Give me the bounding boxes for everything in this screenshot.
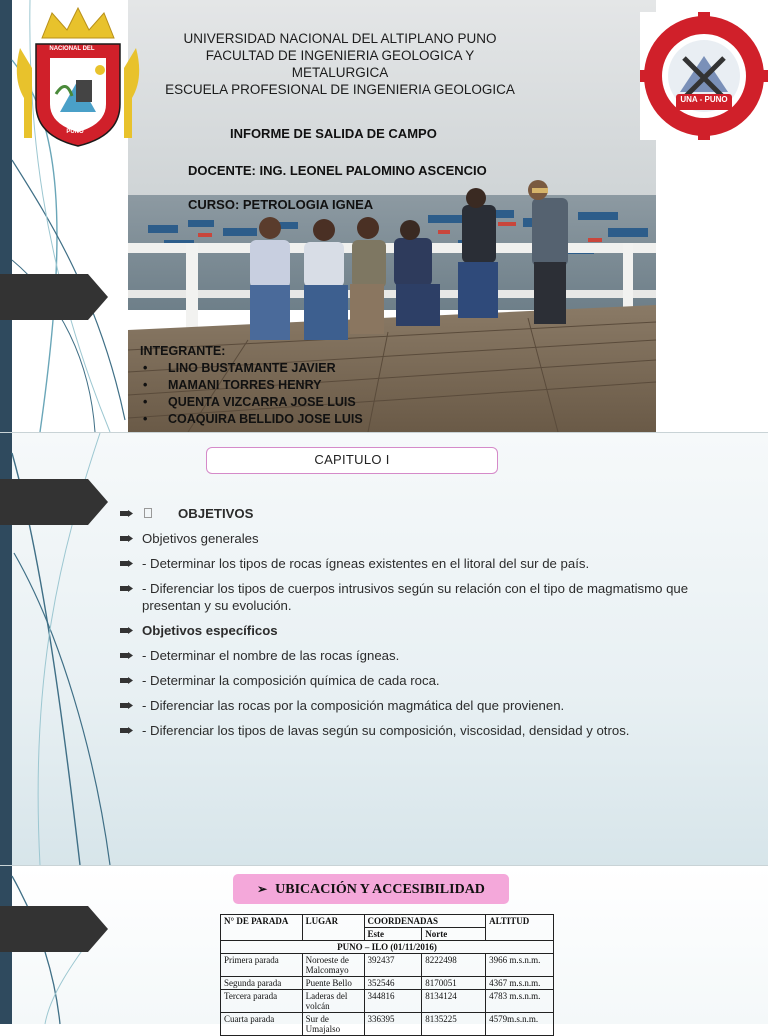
list-item: - Determinar el nombre de las rocas ígneas. <box>120 647 730 664</box>
arrow-bullet-icon <box>120 727 133 734</box>
arrow-bullet-icon <box>120 560 133 567</box>
slide-arrow-tab <box>0 274 108 320</box>
course-name: CURSO: PETROLOGIA IGNEA <box>188 197 374 212</box>
route-label: PUNO – ILO (01/11/2016) <box>221 941 554 954</box>
table-row: Segunda parada Puente Bello 352546 8170051 4367 m.s.n.m. <box>221 977 554 990</box>
table-header: ALTITUD <box>486 915 554 941</box>
table-header: Norte <box>422 928 486 941</box>
slide-arrow-tab <box>0 479 108 525</box>
objectives-heading: OBJETIVOS <box>120 505 730 522</box>
arrow-bullet-icon <box>120 702 133 709</box>
slide-arrow-tab <box>0 906 108 952</box>
arrow-bullet-icon <box>120 585 133 592</box>
table-row: Cuarta parada Sur de Umajalso 336395 8135225 4579m.s.n.m. <box>221 1013 554 1036</box>
slide-chapter-1 <box>0 433 768 865</box>
list-item: - Diferenciar los tipos de lavas según su composición, viscosidad, densidad y otros. <box>120 722 730 739</box>
institution-title <box>140 30 540 98</box>
table-row: Tercera parada Laderas del volcán 344816 8134124 4783 m.s.n.m. <box>221 990 554 1013</box>
logo-una-puno-text: UNA - PUNO <box>680 95 728 104</box>
table-header: COORDENADAS <box>364 915 486 928</box>
member-item: • LINO BUSTAMANTE JAVIER <box>140 360 363 377</box>
slide-location <box>0 866 768 1034</box>
faculty-name-line1: FACULTAD DE INGENIERIA GEOLOGICA Y <box>205 48 475 63</box>
member-item: • COAQUIRA BELLIDO JOSE LUIS <box>140 411 363 428</box>
objectives-list <box>120 505 730 747</box>
teacher-name: DOCENTE: ING. LEONEL PALOMINO ASCENCIO <box>188 163 487 178</box>
list-item: Objetivos generales <box>120 530 730 547</box>
list-item: - Diferenciar los tipos de cuerpos intrusivos según su relación con el tipo de magmatismo que presentan y su evolución. <box>120 580 730 614</box>
route-table <box>220 914 554 1036</box>
missing-glyph-icon <box>144 508 152 518</box>
arrow-bullet-icon <box>120 652 133 659</box>
crest-ring-text: NACIONAL DEL <box>49 46 95 52</box>
members-label: INTEGRANTE: <box>140 344 226 358</box>
table-header: LUGAR <box>302 915 364 941</box>
arrow-bullet-icon <box>120 677 133 684</box>
table-row: Primera parada Noroeste de Malcomayo 392437 8222498 3966 m.s.n.m. <box>221 954 554 977</box>
slide-cover <box>0 0 768 432</box>
member-item: • QUENTA VIZCARRA JOSE LUIS <box>140 394 363 411</box>
school-name: ESCUELA PROFESIONAL DE INGENIERIA GEOLOGICA <box>165 82 515 97</box>
arrow-bullet-icon <box>120 535 133 542</box>
arrow-bullet-icon <box>120 510 133 517</box>
faculty-name-line2: METALURGICA <box>291 65 389 80</box>
members-block <box>140 343 363 428</box>
engineering-school-logo <box>640 12 768 140</box>
list-item: - Diferenciar las rocas por la composición magmática del que provienen. <box>120 697 730 714</box>
arrow-marker-icon: ➢ <box>257 882 268 896</box>
location-title: ➢ UBICACIÓN Y ACCESIBILIDAD <box>233 874 509 904</box>
university-name: UNIVERSIDAD NACIONAL DEL ALTIPLANO PUNO <box>183 31 497 46</box>
chapter-title: CAPITULO I <box>206 447 498 474</box>
member-item: • MAMANI TORRES HENRY <box>140 377 363 394</box>
table-header: N° DE PARADA <box>221 915 303 941</box>
crest-bottom-text: PUNO <box>66 129 84 135</box>
table-header: Este <box>364 928 422 941</box>
list-item: Objetivos específicos <box>120 622 730 639</box>
list-item: - Determinar la composición química de cada roca. <box>120 672 730 689</box>
report-title: INFORME DE SALIDA DE CAMPO <box>230 126 437 141</box>
arrow-bullet-icon <box>120 627 133 634</box>
list-item: - Determinar los tipos de rocas ígneas existentes en el litoral del sur de país. <box>120 555 730 572</box>
slide-sidebar <box>0 0 12 432</box>
